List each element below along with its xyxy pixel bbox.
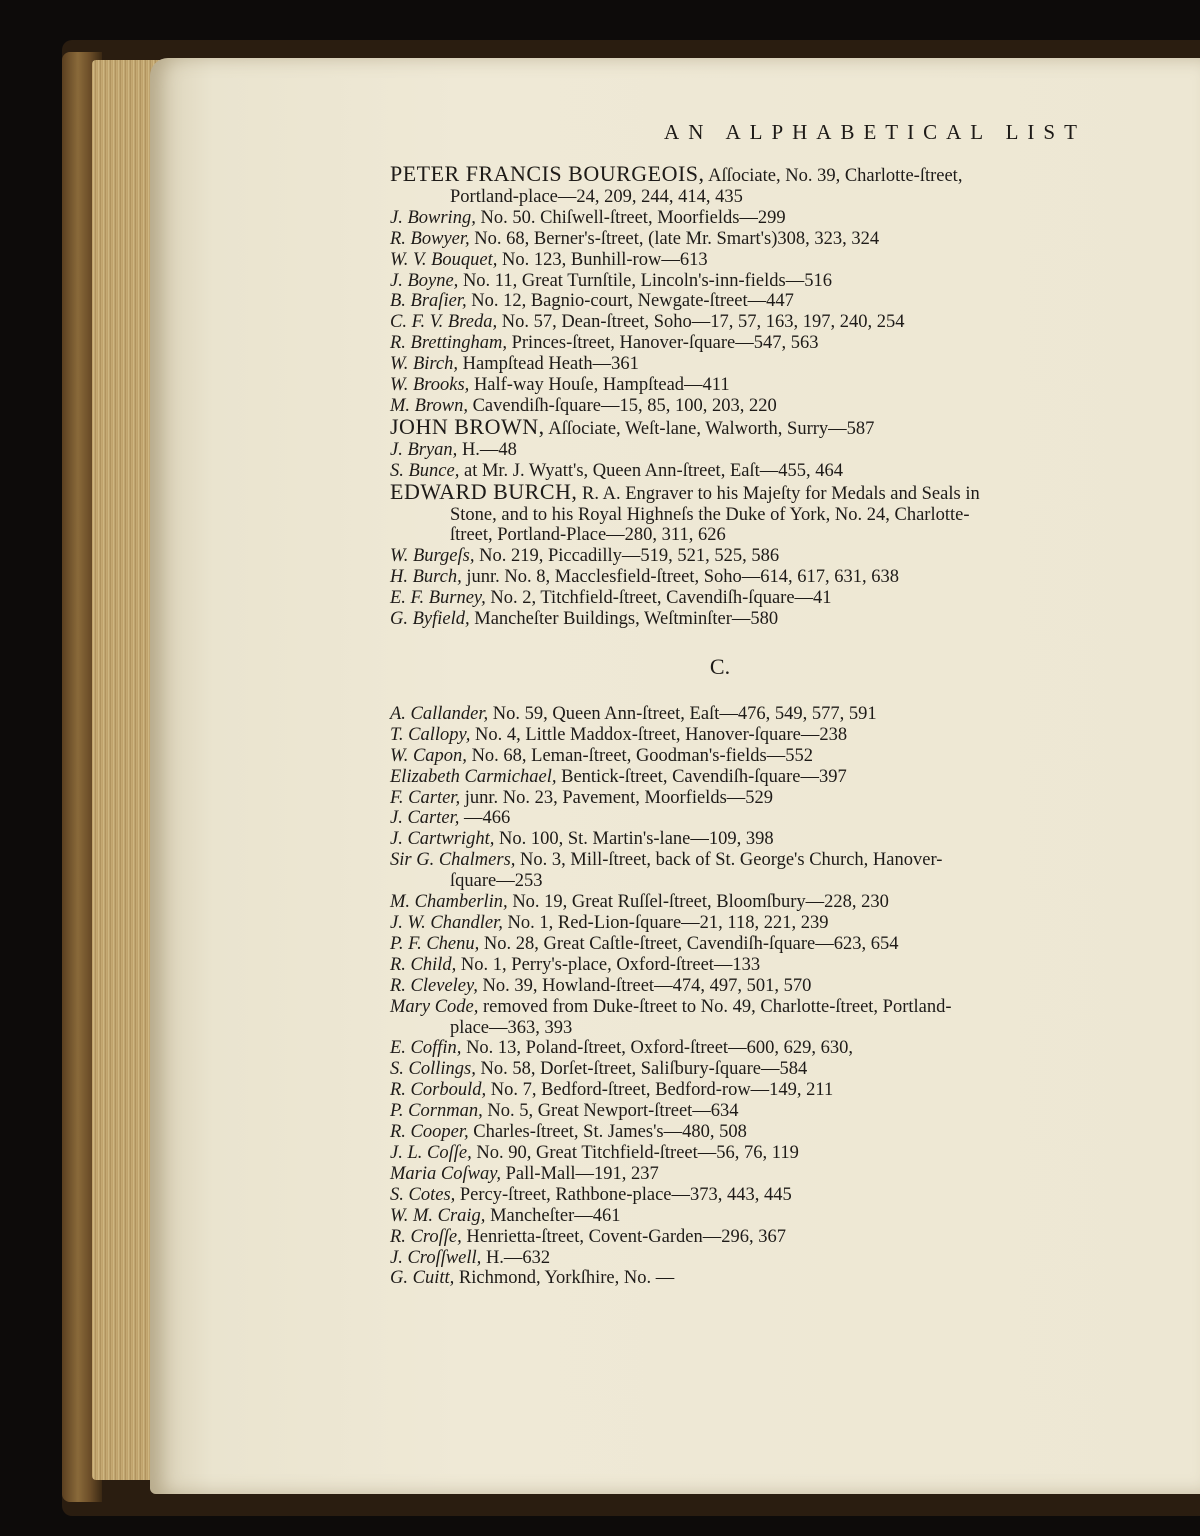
list-entry: [390, 1038, 1110, 1059]
list-entry: [390, 934, 1110, 955]
list-entry: [390, 250, 1110, 271]
list-entry: [390, 976, 1110, 997]
entry-line: [390, 588, 1110, 609]
entry-text: Cavendiſh-ſquare—15, 85, 100, 203, 220: [467, 395, 777, 416]
entry-line: [390, 767, 1110, 788]
list-entry: [390, 808, 1110, 829]
entry-line: [390, 934, 1110, 955]
entry-name: R. Croſſe,: [390, 1226, 462, 1247]
entry-line: [390, 976, 1110, 997]
entry-text: junr. No. 23, Pavement, Moorfields—529: [460, 787, 774, 808]
entry-line: [390, 546, 1110, 567]
list-entry: [390, 291, 1110, 312]
entry-line: [390, 250, 1110, 271]
list-entry: [390, 440, 1110, 461]
entry-text: Mancheſter—461: [485, 1205, 621, 1226]
list-entry: [390, 567, 1110, 588]
list-entry: [390, 354, 1110, 375]
entry-line: [390, 1059, 1110, 1080]
entry-line: [390, 725, 1110, 746]
entry-line: [390, 1038, 1110, 1059]
list-entry: [390, 1143, 1110, 1164]
list-entry: [390, 1122, 1110, 1143]
entry-line: [390, 312, 1110, 333]
entry-text: Percy-ſtreet, Rathbone-place—373, 443, 445: [455, 1184, 792, 1205]
entry-text: H.—48: [457, 439, 517, 460]
entry-line: [390, 609, 1110, 630]
entry-line: [390, 229, 1110, 250]
entry-name: P. F. Chenu,: [390, 933, 480, 954]
entry-name: F. Carter,: [390, 787, 461, 808]
entry-name: J. Carter,: [390, 808, 460, 829]
entry-name: A. Callander,: [390, 703, 489, 724]
entry-text: No. 59, Queen Ann-ſtreet, Eaſt—476, 549, 577, 591: [488, 703, 877, 724]
entry-text: —466: [459, 808, 511, 829]
entry-line: [390, 704, 1110, 725]
list-entry: [390, 333, 1110, 354]
entry-line: [390, 440, 1110, 461]
entry-text: No. 1, Perry's-place, Oxford-ſtreet—133: [456, 954, 761, 975]
entry-line: [390, 1206, 1110, 1227]
list-entry: [390, 413, 1110, 440]
entry-line: [390, 850, 1110, 871]
entry-text: Mancheſter Buildings, Weſtminſter—580: [469, 609, 779, 630]
entry-name: E. F. Burney,: [390, 588, 486, 609]
entry-name: G. Byfield,: [390, 609, 470, 630]
entry-name: R. Bowyer,: [390, 228, 470, 249]
entry-line: [390, 375, 1110, 396]
entry-text: at Mr. J. Wyatt's, Queen Ann-ſtreet, Eaſt—455, 464: [459, 460, 843, 481]
entry-text: Charles-ſtreet, St. James's—480, 508: [468, 1122, 747, 1143]
entry-text: No. 58, Dorſet-ſtreet, Saliſbury-ſquare—584: [475, 1059, 808, 1080]
entry-text: Richmond, Yorkſhire, No. —: [454, 1268, 675, 1289]
list-entry: [390, 1164, 1110, 1185]
list-entry: [390, 850, 1110, 892]
entry-name: S. Bunce,: [390, 460, 460, 481]
entry-text: Half-way Houſe, Hampſtead—411: [469, 375, 730, 396]
entry-name: J. W. Chandler,: [390, 913, 503, 933]
entry-text: Aſſociate, Weſt-lane, Walworth, Surry—587: [544, 418, 875, 439]
entry-name: Sir G. Chalmers,: [390, 850, 516, 871]
list-entry: [390, 375, 1110, 396]
entry-line: [390, 1248, 1110, 1269]
entry-name: R. Cooper,: [390, 1122, 469, 1143]
entry-name: J. Cartwright,: [390, 829, 495, 850]
entry-text: No. 2, Titchfield-ſtreet, Cavendiſh-ſquare—41: [485, 588, 832, 609]
entry-text: No. 50. Chiſwell-ſtreet, Moorfields—299: [475, 207, 786, 228]
list-entry: [390, 546, 1110, 567]
list-entry: [390, 588, 1110, 609]
entry-line: [390, 1227, 1110, 1248]
entry-name: Mary Code,: [390, 996, 479, 1017]
entry-line: [390, 997, 1110, 1018]
list-entry: [390, 1101, 1110, 1122]
entry-line: [390, 1143, 1110, 1164]
entry-text: No. 100, St. Martin's-lane—109, 398: [494, 829, 774, 850]
entry-text: No. 4, Little Maddox-ſtreet, Hanover-ſquare—238: [470, 724, 848, 745]
list-entry: [390, 913, 1110, 934]
entry-text: No. 1, Red-Lion-ſquare—21, 118, 221, 239: [502, 913, 829, 933]
entry-continuation: place—363, 393: [450, 1017, 573, 1038]
entry-line: [390, 1164, 1110, 1185]
entry-name: T. Callopy,: [390, 724, 471, 745]
entry-text: No. 13, Poland-ſtreet, Oxford-ſtreet—600, 629, 630,: [461, 1038, 853, 1059]
entry-text: removed from Duke-ſtreet to No. 49, Charlotte-ſtreet, Portland-: [478, 996, 952, 1017]
list-entry: [390, 208, 1110, 229]
entry-line: [390, 788, 1110, 809]
entry-name: S. Collings,: [390, 1059, 476, 1080]
entry-line: [390, 892, 1110, 913]
entry-text: Princes-ſtreet, Hanover-ſquare—547, 563: [506, 333, 819, 354]
entry-name: J. Bryan,: [390, 439, 458, 460]
entry-line: [390, 567, 1110, 588]
entry-line: [390, 1101, 1110, 1122]
entry-continuation: Portland-place—24, 209, 244, 414, 435: [450, 186, 743, 207]
list-entry: [390, 1268, 1110, 1289]
entry-name: W. Burgeſs,: [390, 546, 475, 567]
entry-text: Pall-Mall—191, 237: [501, 1163, 659, 1184]
entry-text: No. 12, Bagnio-court, Newgate-ſtreet—447: [466, 291, 794, 312]
running-head: AN ALPHABETICAL LIST: [664, 120, 1086, 144]
entry-text: No. 28, Great Caſtle-ſtreet, Cavendiſh-ſquare—623, 654: [479, 933, 899, 954]
list-entry: [390, 997, 1110, 1039]
entry-line: [390, 1185, 1110, 1206]
entry-continuation: ſquare—253: [450, 871, 543, 892]
list-entry: [390, 746, 1110, 767]
entry-name: B. Braſier,: [390, 291, 467, 312]
list-entry: [390, 725, 1110, 746]
entry-name: P. Cornman,: [390, 1101, 483, 1122]
entry-name: EDWARD BURCH,: [390, 478, 578, 504]
list-entry: [390, 1059, 1110, 1080]
entry-name: J. Bowring,: [390, 207, 476, 228]
entry-line: [390, 291, 1110, 312]
entry-text: No. 11, Great Turnſtile, Lincoln's-inn-fields—516: [458, 270, 832, 291]
list-entry: [390, 829, 1110, 850]
entry-name: JOHN BROWN,: [390, 413, 545, 439]
entry-text: No. 19, Great Ruſſel-ſtreet, Bloomſbury—228, 230: [507, 892, 889, 913]
entry-line: [390, 208, 1110, 229]
entry-name: H. Burch,: [390, 567, 462, 588]
entry-name: R. Cleveley,: [390, 975, 478, 996]
list-entry: [390, 1248, 1110, 1269]
entry-line: [390, 333, 1110, 354]
list-entry: [390, 271, 1110, 292]
entry-name: G. Cuitt,: [390, 1268, 455, 1289]
entry-name: S. Cotes,: [390, 1184, 456, 1205]
list-entry: [390, 704, 1110, 725]
entry-name: PETER FRANCIS BOURGEOIS,: [390, 161, 705, 186]
entry-text: No. 219, Piccadilly—519, 521, 525, 586: [474, 546, 780, 567]
entry-continuation: Stone, and to his Royal Highneſs the Duke of York, No. 24, Charlotte-: [450, 504, 970, 525]
entry-line: [390, 161, 1110, 187]
entry-text: Henrietta-ſtreet, Covent-Garden—296, 367: [461, 1226, 786, 1247]
entry-text: Hampſtead Heath—361: [458, 354, 639, 375]
entries-c: [390, 704, 1110, 1289]
entry-name: W. Brooks,: [390, 375, 470, 396]
entry-line: [390, 955, 1110, 976]
entries-b: [390, 161, 1110, 630]
entry-text: No. 68, Berner's-ſtreet, (late Mr. Smart's)308, 323, 324: [469, 228, 880, 249]
entry-continuation: ſtreet, Portland-Place—280, 311, 626: [450, 525, 726, 546]
entry-name: W. M. Craig,: [390, 1205, 486, 1226]
entry-line: [390, 913, 1110, 934]
entry-line: [390, 1080, 1110, 1101]
entry-line: [390, 1268, 1110, 1289]
entry-text: Bentick-ſtreet, Cavendiſh-ſquare—397: [556, 766, 847, 787]
entry-name: Maria Coſway,: [390, 1163, 502, 1184]
entry-text: R. A. Engraver to his Majeſty for Medals and Seals in: [577, 483, 980, 504]
entry-text: junr. No. 8, Macclesfield-ſtreet, Soho—614, 617, 631, 638: [461, 567, 900, 588]
entry-name: J. Croſſwell,: [390, 1247, 482, 1268]
entry-name: R. Brettingham,: [390, 333, 507, 354]
entry-name: R. Corbould,: [390, 1080, 487, 1101]
entry-line: [390, 271, 1110, 292]
entry-name: R. Child,: [390, 954, 457, 975]
entry-name: W. Capon,: [390, 745, 467, 766]
entry-line: [390, 413, 1110, 440]
list-entry: [390, 955, 1110, 976]
list-entry: [390, 1080, 1110, 1101]
list-entry: [390, 312, 1110, 333]
entry-name: C. F. V. Breda,: [390, 312, 498, 333]
entry-name: M. Brown,: [390, 395, 468, 416]
entry-text: No. 68, Leman-ſtreet, Goodman's-fields—552: [466, 745, 813, 766]
entry-name: Elizabeth Carmichael,: [390, 766, 557, 787]
entry-text: No. 39, Howland-ſtreet—474, 497, 501, 570: [477, 975, 812, 996]
entry-name: E. Coffin,: [390, 1038, 462, 1059]
list-entry: [390, 609, 1110, 630]
book-page: [150, 58, 1200, 1494]
entry-text: No. 7, Bedford-ſtreet, Bedford-row—149, 211: [486, 1080, 834, 1101]
entry-line: [390, 1122, 1110, 1143]
list-entry: [390, 892, 1110, 913]
list-entry: [390, 478, 1110, 547]
entry-name: J. Boyne,: [390, 270, 459, 291]
list-entry: [390, 1227, 1110, 1248]
list-entry: [390, 161, 1110, 208]
entry-line: [390, 746, 1110, 767]
entry-text: H.—632: [481, 1247, 551, 1268]
entry-list: [390, 161, 1110, 1289]
entry-text: No. 90, Great Titchfield-ſtreet—56, 76, 119: [471, 1142, 799, 1163]
entry-name: W. Birch,: [390, 354, 459, 375]
entry-line: [390, 808, 1110, 829]
entry-line: [390, 478, 1110, 505]
entry-text: No. 123, Bunhill-row—613: [497, 249, 708, 270]
entry-text: Aſſociate, No. 39, Charlotte-ſtreet,: [704, 166, 963, 186]
entry-name: W. V. Bouquet,: [390, 249, 498, 270]
entry-line: [390, 354, 1110, 375]
entry-text: No. 5, Great Newport-ſtreet—634: [482, 1101, 739, 1122]
list-entry: [390, 1185, 1110, 1206]
list-entry: [390, 229, 1110, 250]
entry-name: J. L. Coſſe,: [390, 1142, 472, 1163]
list-entry: [390, 767, 1110, 788]
entry-text: No. 3, Mill-ſtreet, back of St. George's Church, Hanover-: [515, 850, 943, 871]
section-letter: C.: [709, 653, 731, 679]
entry-name: M. Chamberlin,: [390, 892, 508, 913]
list-entry: [390, 1206, 1110, 1227]
entry-text: No. 57, Dean-ſtreet, Soho—17, 57, 163, 197, 240, 254: [497, 312, 905, 333]
list-entry: [390, 788, 1110, 809]
entry-line: [390, 829, 1110, 850]
